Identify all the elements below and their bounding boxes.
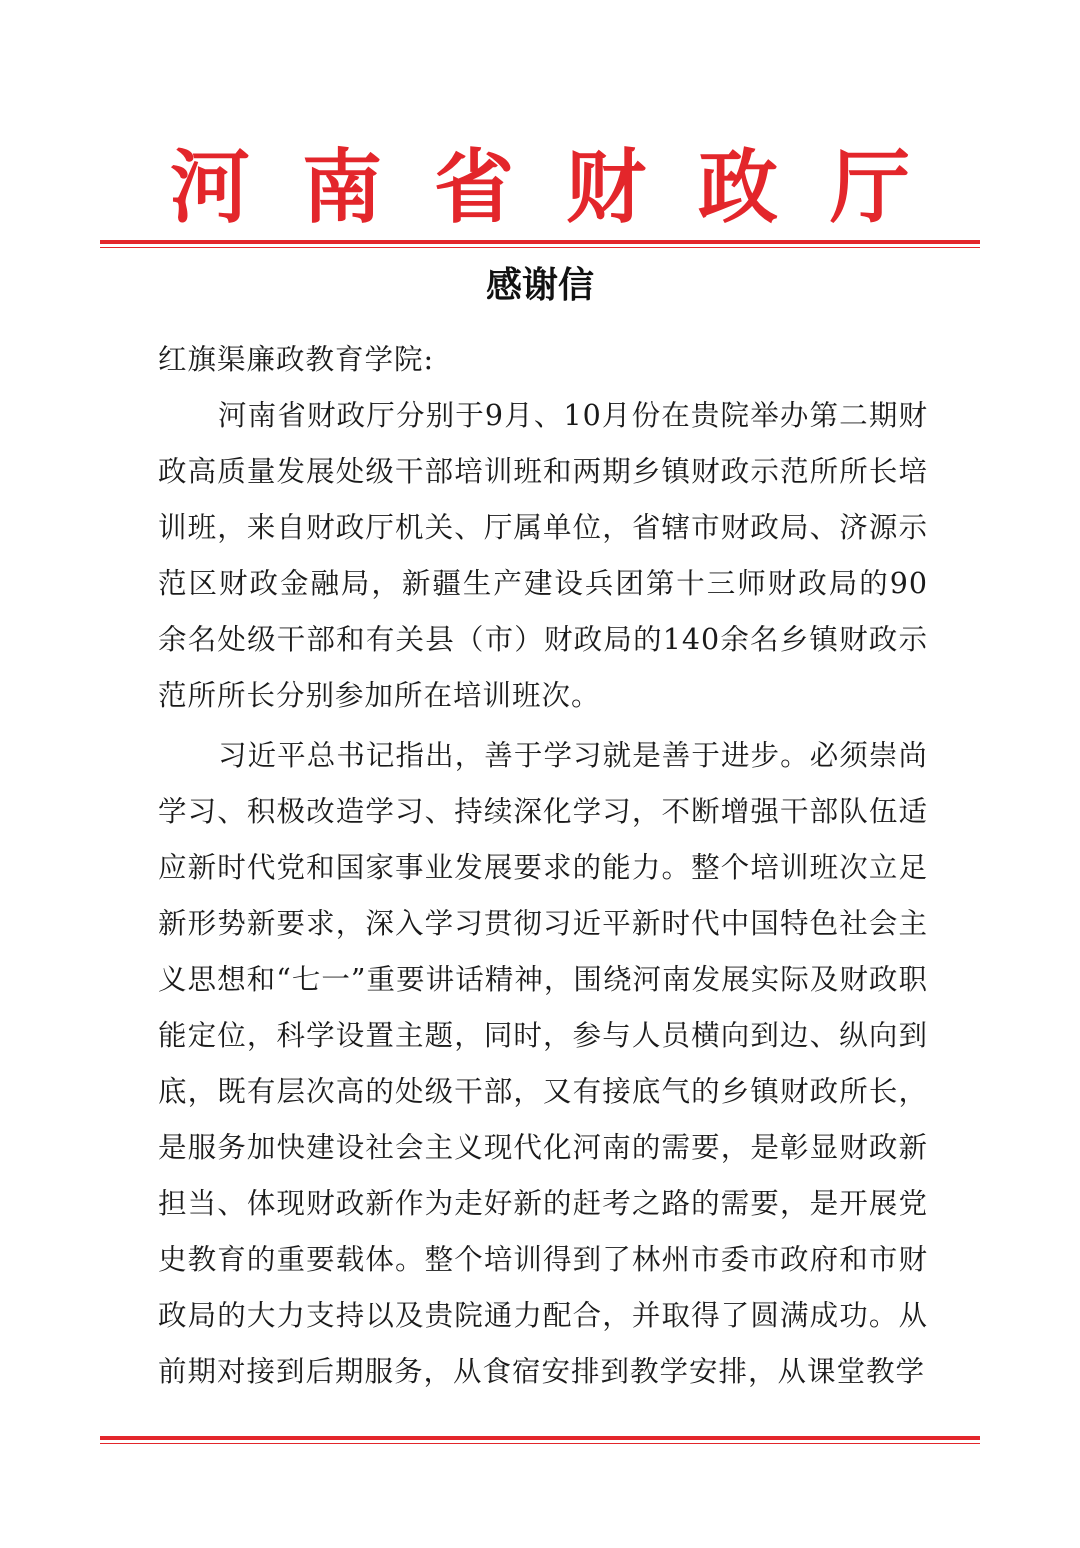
divider-thin-line [100, 1443, 980, 1444]
footer-divider [100, 1436, 980, 1444]
document-title: 感谢信 [485, 265, 594, 306]
letterhead-divider-top [100, 240, 980, 248]
salutation: 红旗渠廉政教育学院: [158, 343, 435, 376]
letterhead-org-name: 河南省财政厅 [170, 141, 962, 234]
divider-thin-line [100, 247, 980, 248]
paragraph-2: 习近平总书记指出，善于学习就是善于进步。必须崇尚学习、积极改造学习、持续深化学习，不断增强干部队伍适应新时代党和国家事业发展要求的能力。整个培训班次立足新形势新要求，深入学习贯彻习近平新时代中国特色社会主义思想和“七一”重要讲话精神，围绕河南发展实际及财政职能定位，科学设置主题，同时，参与人员横向到边、纵向到底，既有层次高的处级干部，又有接底气的乡镇财政所长，是服务加快建设社会主义现代化河南的需要，是彰显财政新担当、体现财政新作为走好新的赶考之路的需要，是开展党史教育的重要载体。整个培训得到了林州市委市政府和市财政局的大力支持以及贵院通力配合，并取得了圆满成功。从前期对接到后期服务，从食宿安排到教学安排，从课堂教学 [158, 739, 928, 1388]
paragraph-1: 河南省财政厅分别于9月、10月份在贵院举办第二期财政高质量发展处级干部培训班和两期乡镇财政示范所所长培训班，来自财政厅机关、厅属单位，省辖市财政局、济源示范区财政金融局，新疆生产建设兵团第十三师财政局的90余名处级干部和有关县（市）财政局的140余名乡镇财政示范所所长分别参加所在培训班次。 [158, 399, 928, 712]
letter-body [158, 332, 928, 1400]
